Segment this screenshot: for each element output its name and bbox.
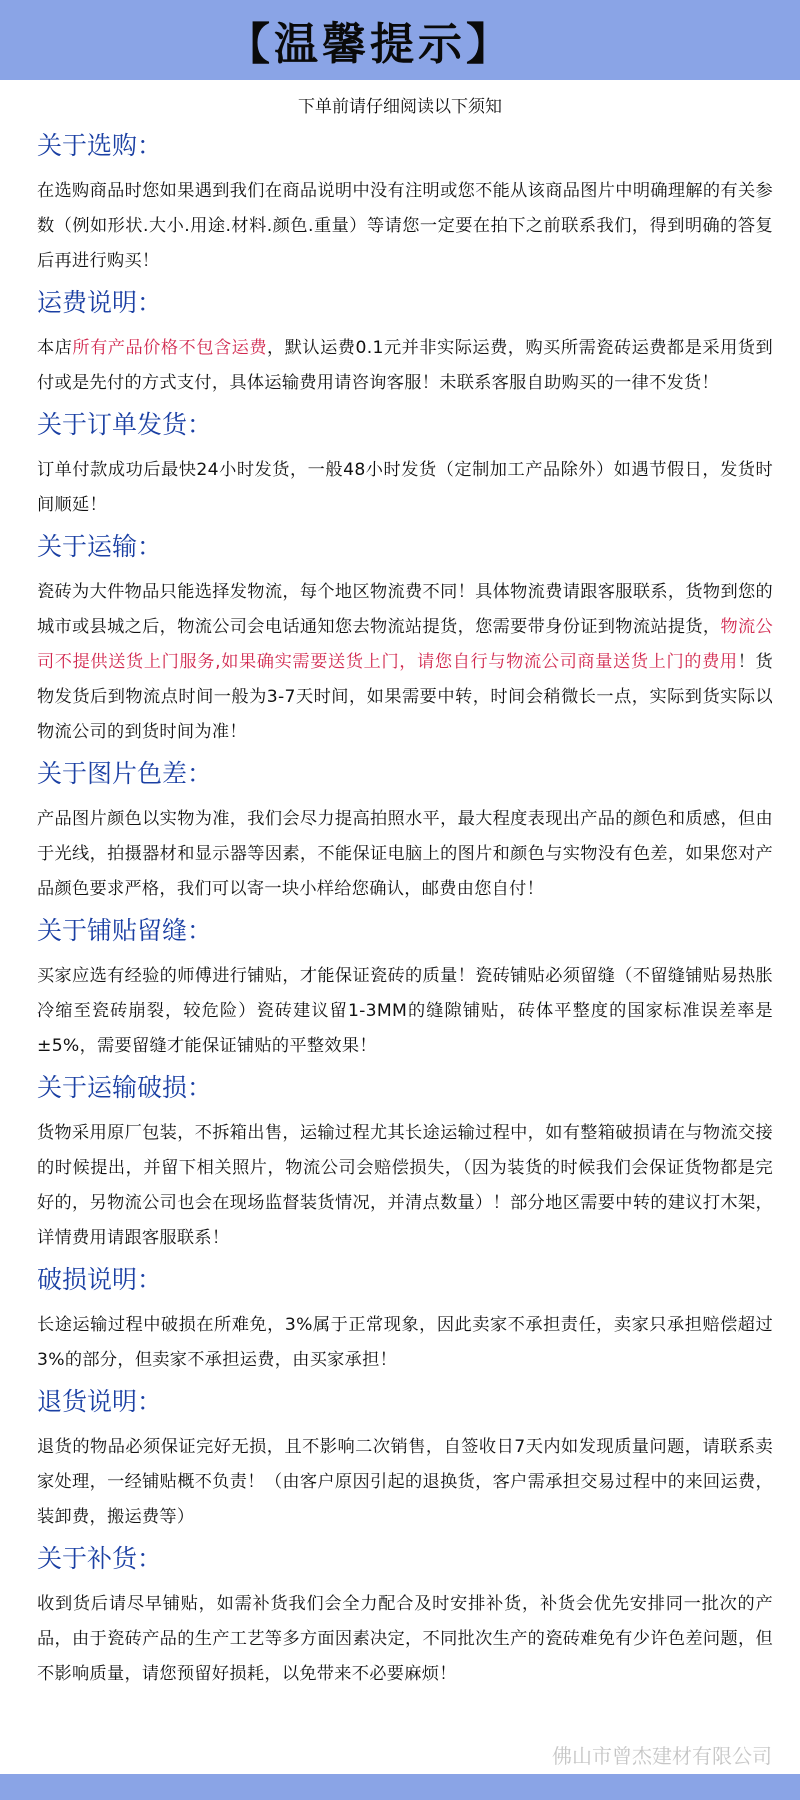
section-body <box>37 1587 773 1692</box>
notice-content <box>37 128 773 1698</box>
section-title: 关于运输： <box>37 532 163 561</box>
footer-bar <box>0 1774 800 1800</box>
highlight-text: 所有产品价格不包含运费 <box>72 338 268 358</box>
notice-section <box>37 1541 773 1692</box>
company-watermark: 佛山市曾杰建材有限公司 <box>552 1744 772 1768</box>
section-body <box>37 1308 773 1378</box>
section-body <box>37 1430 773 1535</box>
section-title: 关于选购： <box>37 131 163 160</box>
notice-section <box>37 407 773 523</box>
body-text: ，默认运费0.1元并非实际运费，购买所需瓷砖运费都是采用货到付或是先付的方式支付，具体运输费用请咨询客服！未联系客服自助购买的一律不发货！ <box>37 338 773 393</box>
notice-section <box>37 1262 773 1378</box>
body-text: 长途运输过程中破损在所难免，3%属于正常现象，因此卖家不承担责任，卖家只承担赔偿超过3%的部分，但卖家不承担运费，由买家承担！ <box>37 1315 773 1370</box>
notice-section <box>37 1384 773 1535</box>
section-body <box>37 174 773 279</box>
section-title: 关于订单发货： <box>37 410 213 439</box>
section-title: 关于补货： <box>37 1544 163 1573</box>
notice-section <box>37 756 773 907</box>
section-body <box>37 959 773 1064</box>
section-title: 关于图片色差： <box>37 759 213 788</box>
section-title: 关于运输破损： <box>37 1073 213 1102</box>
section-title: 破损说明： <box>37 1265 163 1294</box>
body-text: 本店 <box>37 338 73 358</box>
section-body <box>37 802 773 907</box>
body-text: ！货物发货后到物流点时间一般为3-7天时间，如果需要中转，时间会稍微长一点，实际到货实际以物流公司的到货时间为准！ <box>37 652 774 742</box>
page-title: 【温馨提示】 <box>226 19 514 70</box>
notice-section <box>37 913 773 1064</box>
body-text: 产品图片颜色以实物为准，我们会尽力提高拍照水平，最大程度表现出产品的颜色和质感，但由于光线，拍摄器材和显示器等因素，不能保证电脑上的图片和颜色与实物没有色差，如果您对产品颜色要求严格，我们可以寄一块小样给您确认，邮费由您自付！ <box>37 809 773 899</box>
page-subtitle: 下单前请仔细阅读以下须知 <box>298 97 502 117</box>
notice-section <box>37 529 773 750</box>
section-title: 关于铺贴留缝： <box>37 916 213 945</box>
body-text: 货物采用原厂包装，不拆箱出售，运输过程尤其长途运输过程中，如有整箱破损请在与物流交接的时候提出，并留下相关照片，物流公司会赔偿损失，（因为装货的时候我们会保证货物都是完好的，另物流公司也会在现场监督装货情况，并清点数量）！部分地区需要中转的建议打木架，详情费用请跟客服联系！ <box>37 1123 773 1248</box>
section-body <box>37 575 773 750</box>
body-text: 收到货后请尽早铺贴，如需补货我们会全力配合及时安排补货，补货会优先安排同一批次的产品，由于瓷砖产品的生产工艺等多方面因素决定，不同批次生产的瓷砖难免有少许色差问题，但不影响质量，请您预留好损耗，以免带来不必要麻烦！ <box>37 1594 773 1684</box>
section-body <box>37 1116 773 1256</box>
section-body <box>37 331 773 401</box>
body-text: 订单付款成功后最快24小时发货，一般48小时发货（定制加工产品除外）如遇节假日，发货时间顺延！ <box>37 460 773 515</box>
notice-section <box>37 1070 773 1256</box>
section-body <box>37 453 773 523</box>
body-text: 瓷砖为大件物品只能选择发物流，每个地区物流费不同！具体物流费请跟客服联系，货物到您的城市或县城之后，物流公司会电话通知您去物流站提货，您需要带身份证到物流站提货， <box>37 582 773 637</box>
body-text: 在选购商品时您如果遇到我们在商品说明中没有注明或您不能从该商品图片中明确理解的有关参数（例如形状.大小.用途.材料.颜色.重量）等请您一定要在拍下之前联系我们，得到明确的答复后再进行购买！ <box>37 181 773 271</box>
notice-section <box>37 128 773 279</box>
body-text: 退货的物品必须保证完好无损，且不影响二次销售，自签收日7天内如发现质量问题，请联系卖家处理，一经铺贴概不负责！（由客户原因引起的退换货，客户需承担交易过程中的来回运费，装卸费，搬运费等） <box>37 1437 773 1527</box>
section-title: 退货说明： <box>37 1387 163 1416</box>
body-text: 买家应选有经验的师傅进行铺贴，才能保证瓷砖的质量！瓷砖铺贴必须留缝（不留缝铺贴易热胀冷缩至瓷砖崩裂，较危险）瓷砖建议留1-3MM的缝隙铺贴，砖体平整度的国家标准误差率是±5%，需要留缝才能保证铺贴的平整效果！ <box>37 966 773 1056</box>
highlight-text: 物流公司不提供送货上门服务,如果确实需要送货上门，请您自行与物流公司商量送货上门的费用 <box>37 617 774 672</box>
header-banner <box>0 0 800 80</box>
section-title: 运费说明： <box>37 288 163 317</box>
notice-section <box>37 285 773 401</box>
